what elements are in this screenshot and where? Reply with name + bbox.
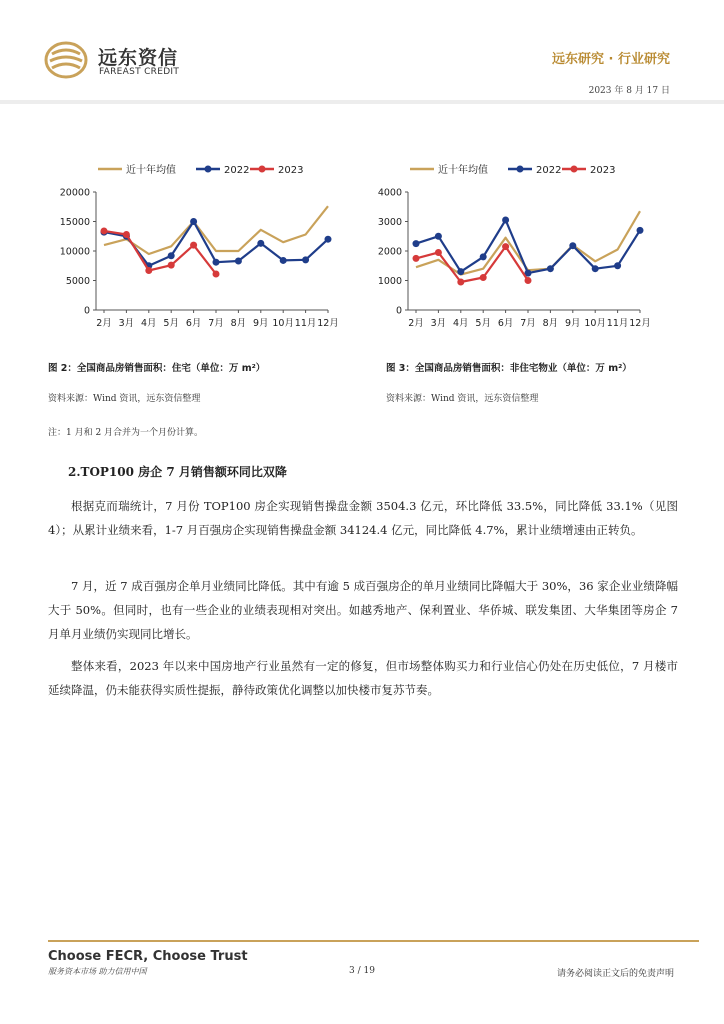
x-tick-label: 10月: [272, 318, 294, 329]
legend-label: 近十年均值: [438, 165, 488, 176]
data-point-2022: [547, 265, 554, 272]
footer-slogan: Choose FECR, Choose Trust: [48, 949, 248, 964]
legend-label: 2023: [590, 165, 616, 176]
data-point-2023: [168, 262, 175, 269]
data-point-2022: [569, 242, 576, 249]
y-tick-label: 4000: [377, 187, 402, 199]
data-point-2022: [413, 240, 420, 247]
data-point-2022: [190, 218, 197, 225]
logo-chinese-name: 远东资信: [98, 47, 179, 69]
data-point-2022: [614, 262, 621, 269]
x-tick-label: 5月: [163, 318, 179, 329]
legend-marker: [571, 166, 578, 173]
chart-footnote: 注：1 月和 2 月合并为一个月份计算。: [48, 428, 204, 438]
series-line-近十年均值: [104, 206, 328, 254]
series-line-2022: [416, 220, 640, 273]
x-tick-label: 3月: [118, 318, 135, 329]
x-tick-label: 9月: [565, 318, 581, 329]
y-tick-label: 5000: [65, 276, 90, 287]
data-point-2023: [502, 243, 509, 250]
legend-marker: [205, 166, 212, 173]
x-tick-label: 7月: [208, 318, 224, 329]
section-heading: 2.TOP100 房企 7 月销售额环同比双降: [68, 465, 287, 479]
footer-divider: [48, 940, 699, 942]
y-tick-label: 2000: [377, 246, 402, 258]
report-section-label: 远东研究 · 行业研究: [552, 52, 670, 67]
data-point-2022: [235, 258, 242, 265]
disclaimer-link[interactable]: 请务必阅读正文后的免责声明: [556, 969, 674, 979]
legend-label: 2023: [278, 165, 304, 176]
x-tick-label: 12月: [629, 318, 651, 329]
data-point-2022: [502, 217, 509, 224]
x-tick-label: 8月: [542, 318, 559, 329]
paragraph: 整体来看，2023 年以来中国房地产行业虽然有一定的修复，但市场整体购买力和行业信心仍处在历史低位，7 月楼市延续降温，仍未能获得实质性提振，静待政策优化调整以加快楼市复苏节奏。: [48, 659, 678, 697]
x-tick-label: 4月: [453, 318, 469, 329]
footer-tagline: 服务资本市场 助力信用中国: [48, 967, 147, 976]
y-tick-label: 3000: [377, 217, 402, 228]
x-tick-label: 4月: [141, 318, 157, 329]
x-tick-label: 11月: [606, 318, 629, 329]
x-tick-label: 11月: [294, 318, 317, 329]
y-tick-label: 1000: [377, 276, 402, 287]
y-tick-label: 0: [395, 305, 402, 317]
x-tick-label: 8月: [230, 318, 247, 329]
data-point-2022: [213, 259, 220, 266]
data-point-2023: [480, 274, 487, 281]
series-line-2023: [104, 231, 216, 274]
paragraph: 7 月，近 7 成百强房企单月业绩同比降低。其中有逾 5 成百强房企的单月业绩同比降幅大于 30%，36 家企业业绩降幅大于 50%。但同时，也有一些企业的业绩表现相对突出。如越秀地产、保利置业、华侨城、联发集团、大华集团等房企 7 月单月业绩仍实现同比增长。: [48, 579, 678, 641]
data-point-2022: [168, 252, 175, 259]
x-tick-label: 2月: [408, 318, 424, 329]
chart-svg: [48, 150, 348, 340]
x-tick-label: 7月: [520, 318, 536, 329]
chart-nonresidential-sales-area: [360, 150, 660, 340]
chart-source-residential: 资料来源：Wind 资讯，远东资信整理: [48, 394, 201, 404]
legend-label: 近十年均值: [126, 165, 176, 176]
page-number: 3 / 19: [349, 966, 375, 976]
data-point-2022: [435, 233, 442, 240]
legend-label: 2022: [536, 165, 562, 176]
x-tick-label: 9月: [253, 318, 269, 329]
legend-marker: [517, 166, 524, 173]
series-line-近十年均值: [416, 211, 640, 274]
data-point-2022: [457, 268, 464, 275]
legend-marker: [259, 166, 266, 173]
data-point-2022: [480, 253, 487, 260]
company-logo: [44, 40, 194, 80]
x-tick-label: 5月: [475, 318, 491, 329]
data-point-2022: [257, 240, 264, 247]
report-date: 2023 年 8 月 17 日: [588, 86, 670, 96]
chart-source-nonresidential: 资料来源：Wind 资讯，远东资信整理: [386, 394, 539, 404]
y-tick-label: 0: [83, 305, 90, 317]
x-tick-label: 3月: [430, 318, 447, 329]
chart-svg: [360, 150, 660, 340]
x-tick-label: 6月: [497, 318, 514, 329]
y-tick-label: 20000: [59, 187, 90, 199]
data-point-2023: [213, 271, 220, 278]
header-divider: [0, 100, 724, 104]
y-tick-label: 10000: [59, 246, 90, 258]
y-tick-label: 15000: [59, 217, 90, 228]
x-tick-label: 6月: [185, 318, 202, 329]
data-point-2022: [592, 265, 599, 272]
chart-caption-nonresidential: 图 3：全国商品房销售面积：非住宅物业（单位：万 m²）: [386, 363, 632, 374]
data-point-2023: [525, 277, 532, 284]
data-point-2023: [101, 227, 108, 234]
chart-residential-sales-area: [48, 150, 348, 340]
data-point-2022: [325, 236, 332, 243]
data-point-2023: [145, 267, 152, 274]
legend-label: 2022: [224, 165, 250, 176]
x-tick-label: 2月: [96, 318, 112, 329]
x-tick-label: 12月: [317, 318, 339, 329]
data-point-2023: [190, 242, 197, 249]
data-point-2023: [457, 278, 464, 285]
data-point-2023: [123, 231, 130, 238]
x-tick-label: 10月: [584, 318, 606, 329]
data-point-2022: [302, 256, 309, 263]
data-point-2023: [413, 255, 420, 262]
data-point-2022: [280, 257, 287, 264]
logo-emblem-icon: [44, 40, 92, 80]
logo-english-name: FAREAST CREDIT: [99, 67, 180, 77]
paragraph: 根据克而瑞统计，7 月份 TOP100 房企实现销售操盘金额 3504.3 亿元，环比降低 33.5%，同比降低 33.1%（见图 4）；从累计业绩来看，1-7 月百强房企实现销售操盘金额 34124.4 亿元，同比降低 4.7%，累计业绩增速由正转负。: [48, 499, 678, 537]
data-point-2022: [637, 227, 644, 234]
data-point-2023: [435, 249, 442, 256]
chart-caption-residential: 图 2：全国商品房销售面积：住宅（单位：万 m²）: [48, 363, 266, 374]
